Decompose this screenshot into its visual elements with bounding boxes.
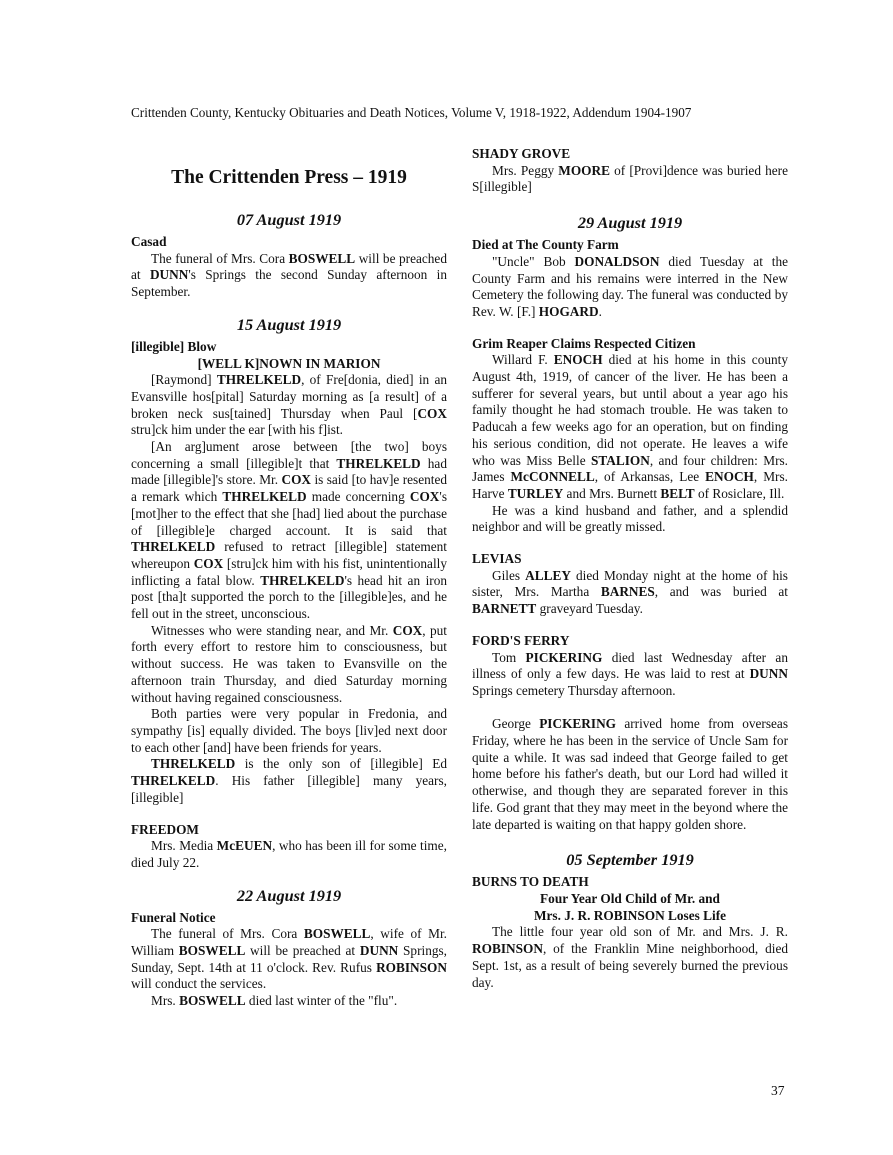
right-column: [472, 146, 788, 991]
publication-title: The Crittenden Press – 1919: [171, 167, 407, 188]
paragraph-funeral-notice-2: Mrs. BOSWELL died last winter of the "flu".: [151, 993, 398, 1009]
date-heading-sep-05: 05 September 1919: [566, 850, 694, 870]
paragraph-fords-ferry-2: George PICKERING arrived home from overseas Friday, where he has been in the service of Uncle Sam for quite a while. It was sad indeed that George failed to get home before his father's death, but our Lord had willed it otherwise, and though they are separated forever in this life. God grant that they may meet in the beyond where the late departed is waiting on that happy golden shore.: [472, 716, 788, 832]
subheading-four-year-old: Four Year Old Child of Mr. and: [540, 891, 720, 906]
paragraph-threlkeld-4: Both parties were very popular in Fredonia, and sympathy [is] equally divided. The boys [liv]ed next door to each other [and] have been friends for years.: [131, 706, 447, 755]
section-heading-blow: [illegible] Blow: [131, 338, 217, 354]
date-heading-aug-07: 07 August 1919: [236, 210, 342, 229]
subheading-robinson: Mrs. J. R. ROBINSON Loses Life: [533, 907, 727, 923]
section-heading-fords-ferry: FORD'S FERRY: [472, 632, 570, 648]
date-heading-aug-29: 29 August 1919: [577, 213, 683, 233]
section-heading-shady-grove: SHADY GROVE: [472, 146, 571, 161]
page-number: 37: [771, 1083, 785, 1098]
paragraph-freedom: Mrs. Media McEUEN, who has been ill for some time, died July 22.: [131, 838, 447, 870]
paragraph-grim-reaper-1: Willard F. ENOCH died at his home in this county August 4th, 1919, of cancer of the liver. He has been a sufferer for several years, but until about a year ago his family thought he had stomach trouble. He was taken to Paducah a few weeks ago for an operation, but on finding his serious condition, did not operate. He leaves a wife who was Miss Belle STALION, and four children: Mrs. James McCONNELL, of Arkansas, Lee ENOCH, Mrs. Harve TURLEY and Mrs. Burnett BELT of Rosiclare, Ill.: [472, 352, 788, 501]
date-heading-aug-22: 22 August 1919: [236, 885, 342, 905]
paragraph-grim-reaper-2: He was a kind husband and father, and a splendid neighbor and will be greatly missed.: [472, 502, 788, 535]
section-freedom: [131, 822, 447, 872]
section-grim-reaper: [472, 336, 788, 536]
section-heading-freedom: FREEDOM: [131, 821, 199, 837]
section-fords-ferry: [472, 633, 788, 833]
spacer: [472, 700, 788, 717]
paragraph-shady-grove: Mrs. Peggy MOORE of [Provi]dence was buried here S[illegible]: [472, 162, 788, 195]
section-heading-grim-reaper: Grim Reaper Claims Respected Citizen: [472, 335, 696, 351]
paragraph-casad: The funeral of Mrs. Cora BOSWELL will be preached at DUNN's Springs the second Sunday afternoon in September.: [131, 250, 447, 300]
section-heading-levias: LEVIAS: [472, 551, 522, 567]
paragraph-levias: Giles ALLEY died Monday night at the home of his sister, Mrs. Martha BARNES, and was buried at BARNETT graveyard Tuesday.: [472, 567, 788, 617]
paragraph-burns-to-death: The little four year old son of Mr. and Mrs. J. R. ROBINSON, of the Franklin Mine neighborhood, died Sept. 1st, as a result of being severely burned the previous day.: [472, 924, 788, 990]
section-heading-funeral-notice: Funeral Notice: [131, 909, 216, 925]
paragraph-threlkeld-5: THRELKELD is the only son of [illegible] Ed THRELKELD. His father [illegible] many years, [illegible]: [131, 756, 447, 805]
paragraph-threlkeld-1: [Raymond] THRELKELD, of Fre[donia, died] in an Evansville hos[pital] Saturday morning as [a result] of a broken neck sus[tained] Thursday when Paul [COX stru]ck him under the ear [with his f]ist.: [131, 372, 447, 438]
section-heading-county-farm: Died at The County Farm: [472, 237, 619, 253]
section-levias: [472, 551, 788, 618]
paragraph-county-farm: "Uncle" Bob DONALDSON died Tuesday at the County Farm and his remains were interred in the New Cemetery the following day. The funeral was conducted by Rev. W. [F.] HOGARD.: [472, 253, 788, 319]
running-header: Crittenden County, Kentucky Obituaries and Death Notices, Volume V, 1918-1922, Addendum 1904-1907: [131, 105, 692, 120]
section-heading-casad: Casad: [131, 234, 167, 249]
left-column: [131, 146, 447, 1010]
paragraph-threlkeld-3: Witnesses who were standing near, and Mr. COX, put forth every effort to restore him to consciousness, but without success. He was taken to Evansville on the afternoon train Thursday, and died Saturday morning without having regained consciousness.: [131, 622, 448, 705]
date-heading-aug-15: 15 August 1919: [236, 314, 342, 334]
subheading-well-known: [WELL K]NOWN IN MARION: [197, 355, 381, 371]
paragraph-fords-ferry-1: Tom PICKERING died last Wednesday after an illness of only a few days. He was laid to rest at DUNN Springs cemetery Thursday afternoon.: [472, 649, 788, 698]
paragraph-funeral-notice-1: The funeral of Mrs. Cora BOSWELL, wife of Mr. William BOSWELL will be preached at DUNN Springs, Sunday, Sept. 14th at 11 o'clock. Rev. Rufus ROBINSON will conduct the services.: [131, 926, 448, 992]
paragraph-threlkeld-2: [An arg]ument arose between [the two] boys concerning a small [illegible]t that THRELKELD had made [illegible]'s store. Mr. COX is said [to hav]e resented a remark which THRELKELD made concerning COX's [mot]her to the effect that she [had] lied about the purchase of [illegible]e charged account. It is said that THRELKELD refused to retract [illegible] statement whereupon COX [stru]ck him with his fist, unintentionally inflicting a fatal blow. THRELKELD's head hit an iron post [tha]t supported the porch to the [illegible]es, and he fell out in the street, unconscious.: [131, 439, 447, 622]
section-heading-burns-to-death: BURNS TO DEATH: [472, 874, 589, 890]
